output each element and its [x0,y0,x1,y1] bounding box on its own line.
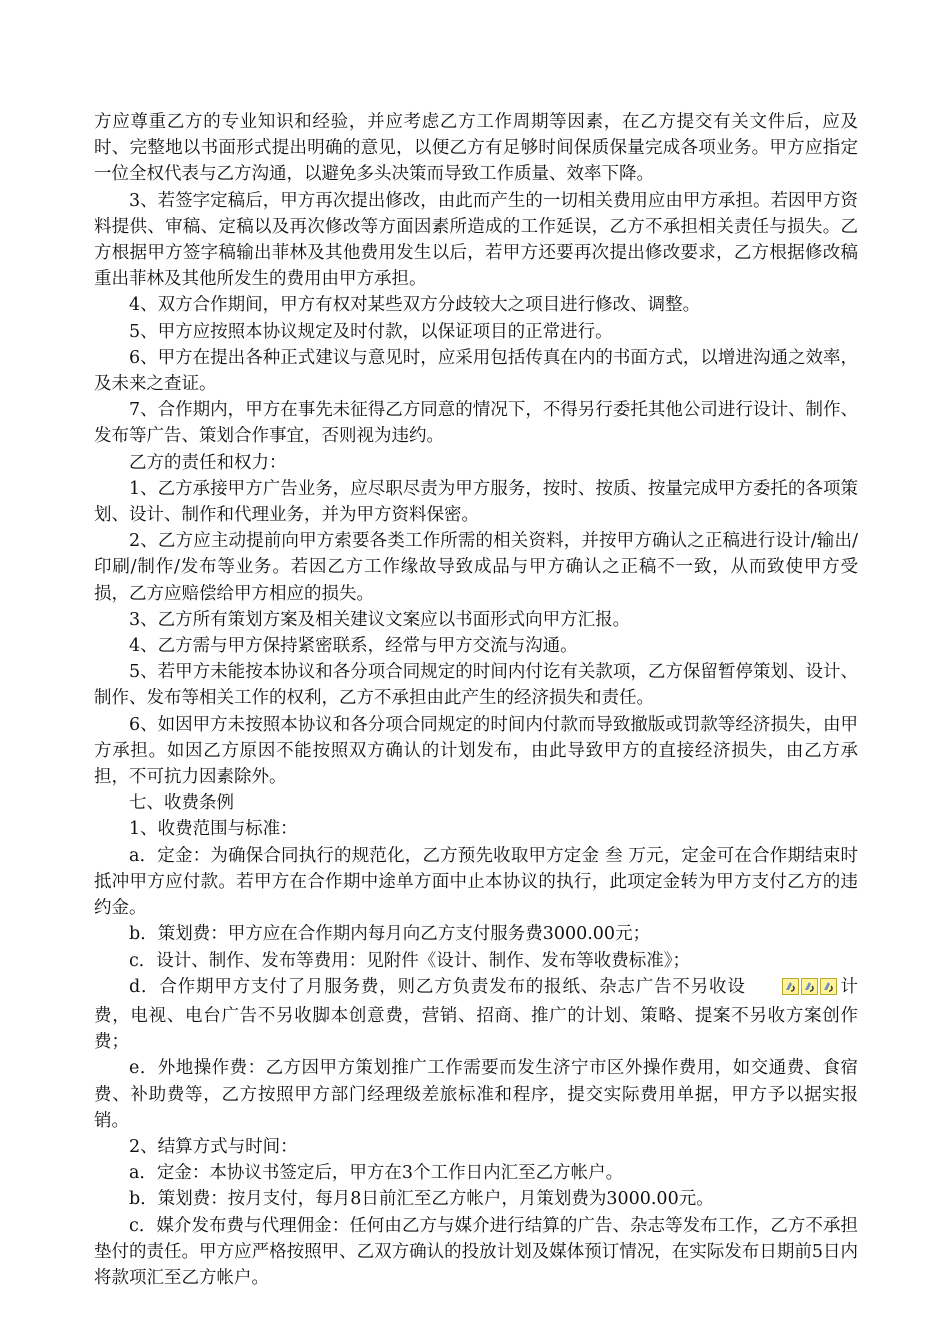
broken-field-icon [801,978,818,995]
paragraph-party-b-2: 2、乙方应主动提前向甲方索要各类工作所需的相关资料，并按甲方确认之正稿进行设计/输出/印刷/制作/发布等业务。若因乙方工作缘故导致成品与甲方确认之正稿不一致，从而致使甲方受损，乙方应赔偿给甲方相应的损失。 [94,531,858,604]
paragraph-fee-e-travel: e．外地操作费：乙方因甲方策划推广工作需要而发生济宁市区外操作费用，如交通费、食宿费、补助费等，乙方按照甲方部门经理级差旅标准和程序，提交实际费用单据，甲方予以据实报销。 [94,1058,858,1131]
broken-field-icon [782,978,799,995]
heading-fee-scope: 1、收费范围与标准： [129,819,298,840]
heading-party-b-duties: 乙方的责任和权力： [129,452,287,473]
paragraph-intro: 方应尊重乙方的专业知识和经验，并应考虑乙方工作周期等因素，在乙方提交有关文件后，应及时、完整地以书面形式提出明确的意见，以便乙方有足够时间保质保量完成各项业务。甲方应指定一位全权代表与乙方沟通，以避免多头决策而导致工作质量、效率下降。 [94,112,858,185]
paragraph-settlement-a: a．定金：本协议书签定后，甲方在3个工作日内汇至乙方帐户。 [129,1163,624,1184]
paragraph-party-a-3: 3、若签字定稿后，甲方再次提出修改，由此而产生的一切相关费用应由甲方承担。若因甲方资料提供、审稿、定稿以及再次修改等方面因素所造成的工作延误，乙方不承担相关责任与损失。乙方根据甲方签字稿输出菲林及其他费用发生以后，若甲方还要再次提出修改要求，乙方根据修改稿重出菲林及其他所发生的费用由甲方承担。 [94,190,858,290]
paragraph-settlement-b: b．策划费：按月支付，每月8日前汇至乙方帐户，月策划费为3000.00元。 [129,1189,714,1210]
document-body [94,109,858,1291]
paragraph-party-a-5: 5、甲方应按照本协议规定及时付款，以保证项目的正常进行。 [129,321,613,342]
paragraph-party-a-4: 4、双方合作期间，甲方有权对某些双方分歧较大之项目进行修改、调整。 [129,295,701,316]
paragraph-fee-c-design: c．设计、制作、发布等费用：见附件《设计、制作、发布等收费标准》； [129,950,691,971]
paragraph-party-b-4: 4、乙方需与甲方保持紧密联系，经常与甲方交流与沟通。 [129,636,578,657]
paragraph-party-b-1: 1、乙方承接甲方广告业务，应尽职尽责为甲方服务，按时、按质、按量完成甲方委托的各项策划、设计、制作和代理业务，并为甲方资料保密。 [94,478,858,526]
paragraph-party-b-5: 5、若甲方未能按本协议和各分项合同规定的时间内付讫有关款项，乙方保留暂停策划、设计、制作、发布等相关工作的权利，乙方不承担由此产生的经济损失和责任。 [94,662,858,709]
paragraph-fee-b-planning: b．策划费：甲方应在合作期内每月向乙方支付服务费3000.00元； [129,924,651,945]
paragraph-party-a-6: 6、甲方在提出各种正式建议与意见时，应采用包括传真在内的书面方式，以增进沟通之效率，及未来之查证。 [94,347,858,395]
paragraph-party-a-7: 7、合作期内，甲方在事先未征得乙方同意的情况下，不得另行委托其他公司进行设计、制作、发布等广告、策划合作事宜，否则视为违约。 [94,400,858,447]
paragraph-settlement-c: c．媒介发布费与代理佣金：任何由乙方与媒介进行结算的广告、杂志等发布工作，乙方不承担垫付的责任。甲方应严格按照甲、乙双方确认的投放计划及媒体预订情况，在实际发布日期前5日内将款项汇至乙方帐户。 [94,1215,858,1288]
broken-field-group [747,977,839,1003]
heading-settlement: 2、结算方式与时间： [129,1136,298,1157]
paragraph-fee-a-deposit: a．定金：为确保合同执行的规范化，乙方预先收取甲方定金 叁 万元，定金可在合作期结束时抵冲甲方应付款。若甲方在合作期中途单方面中止本协议的执行，此项定金转为甲方支付乙方的违约金。 [94,845,858,919]
heading-fee-rules: 七、收费条例 [129,793,234,814]
fee-d-text-after: 计费，电视、电台广告不另收脚本创意费，营销、招商、推广的计划、策略、提案不另收方案创作费； [94,976,859,1053]
fee-d-text-before: d．合作期甲方支付了月服务费，则乙方负责发布的报纸、杂志广告不另收设 [129,976,746,997]
paragraph-party-b-3: 3、乙方所有策划方案及相关建议文案应以书面形式向甲方汇报。 [129,609,631,630]
broken-field-icon [820,978,837,995]
paragraph-fee-d-monthly [94,974,858,1056]
paragraph-party-b-6: 6、如因甲方未按照本协议和各分项合同规定的时间内付款而导致撤版或罚款等经济损失，由甲方承担。如因乙方原因不能按照双方确认的计划发布，由此导致甲方的直接经济损失，由乙方承担，不可抗力因素除外。 [94,714,858,788]
